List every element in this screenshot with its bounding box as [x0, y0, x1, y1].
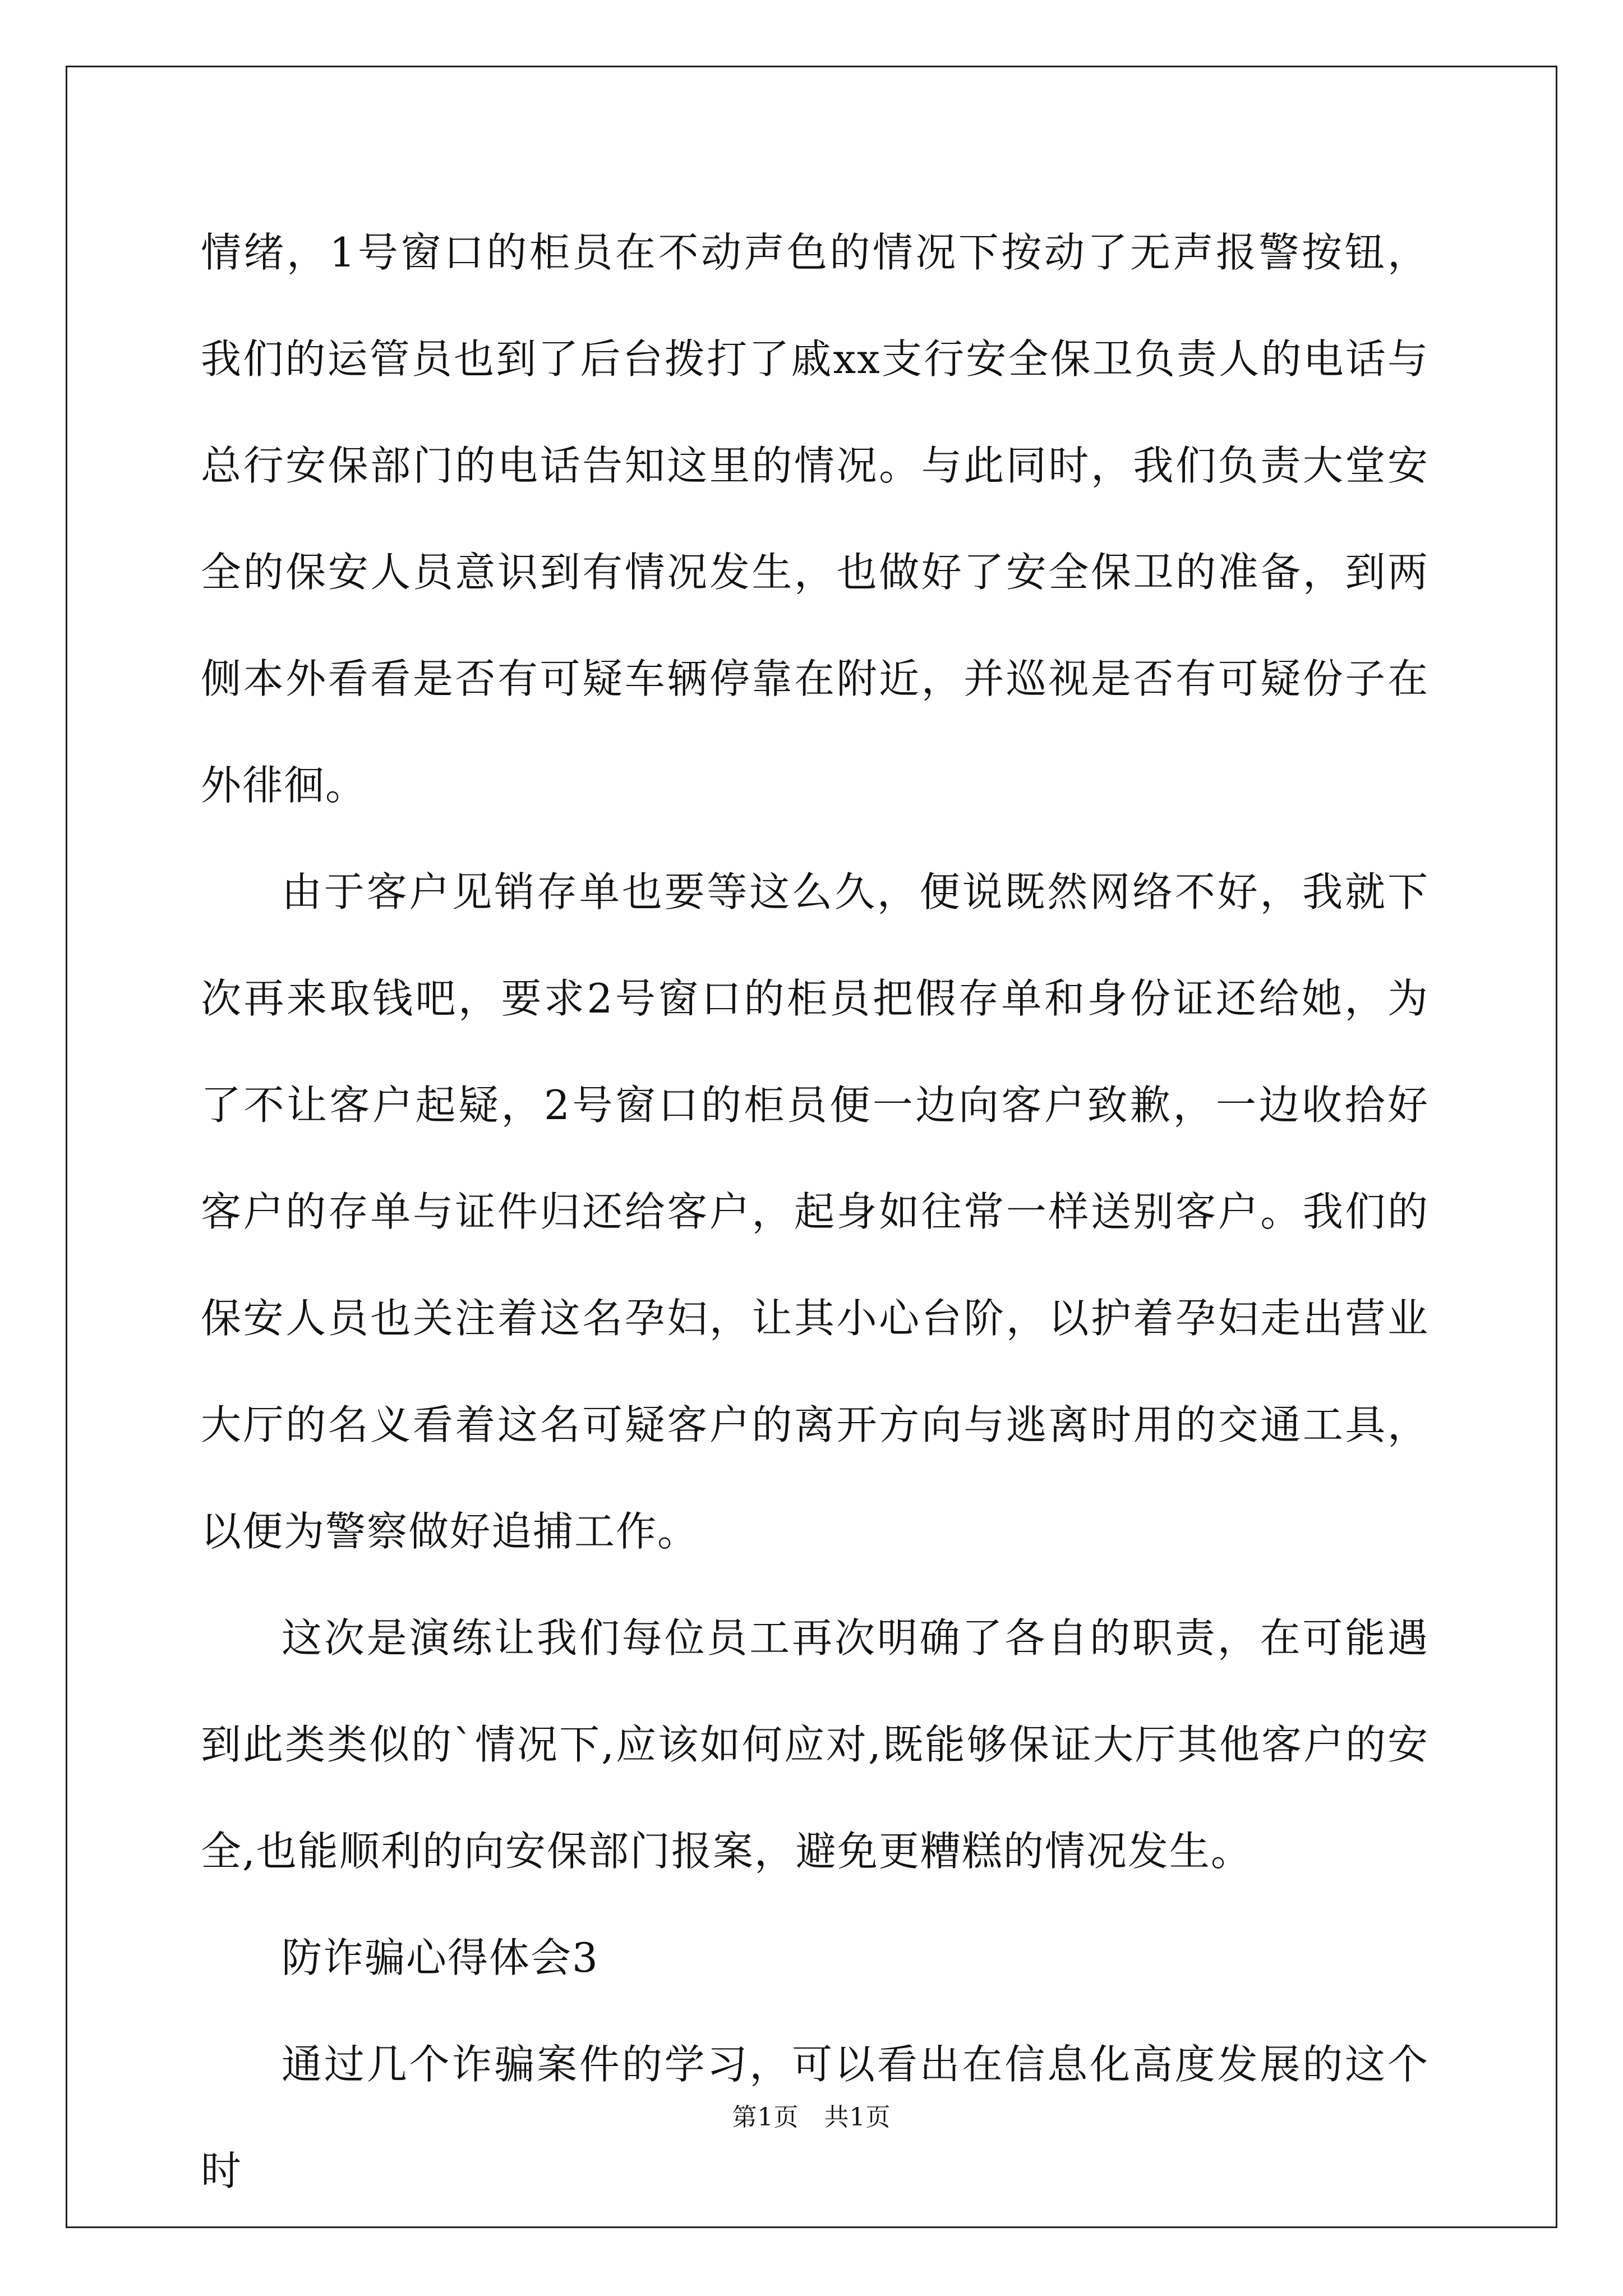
paragraph-5: 通过几个诈骗案件的学习，可以看出在信息化高度发展的这个时	[201, 2041, 1429, 2194]
paragraph-3: 这次是演练让我们每位员工再次明确了各自的职责，在可能遇到此类类似的`情况下,应该如何应对,既能够保证大厅其他客户的安全,也能顺利的向安保部门报案，避免更糟糕的情况发生。	[201, 1614, 1429, 1875]
section-heading: 防诈骗心得体会3	[282, 1934, 599, 1981]
page-footer: 第1页 共1页	[732, 2103, 891, 2132]
paragraph-1: 情绪，1号窗口的柜员在不动声色的情况下按动了无声报警按钮，我们的运管员也到了后台拨打了戚xx支行安全保卫负责人的电话与总行安保部门的电话告知这里的情况。与此同时，我们负责大堂安全的保安人员意识到有情况发生，也做好了安全保卫的准备，到两侧本外看看是否有可疑车辆停靠在附近，并巡视是否有可疑份子在外徘徊。	[201, 229, 1429, 809]
document-body	[201, 199, 1429, 2224]
paragraph-2: 由于客户见销存单也要等这么久，便说既然网络不好，我就下次再来取钱吧，要求2号窗口的柜员把假存单和身份证还给她，为了不让客户起疑，2号窗口的柜员便一边向客户致歉，一边收拾好客户的存单与证件归还给客户，起身如往常一样送别客户。我们的保安人员也关注着这名孕妇，让其小心台阶，以护着孕妇走出营业大厅的名义看着这名可疑客户的离开方向与逃离时用的交通工具，以便为警察做好追捕工作。	[201, 868, 1429, 1555]
